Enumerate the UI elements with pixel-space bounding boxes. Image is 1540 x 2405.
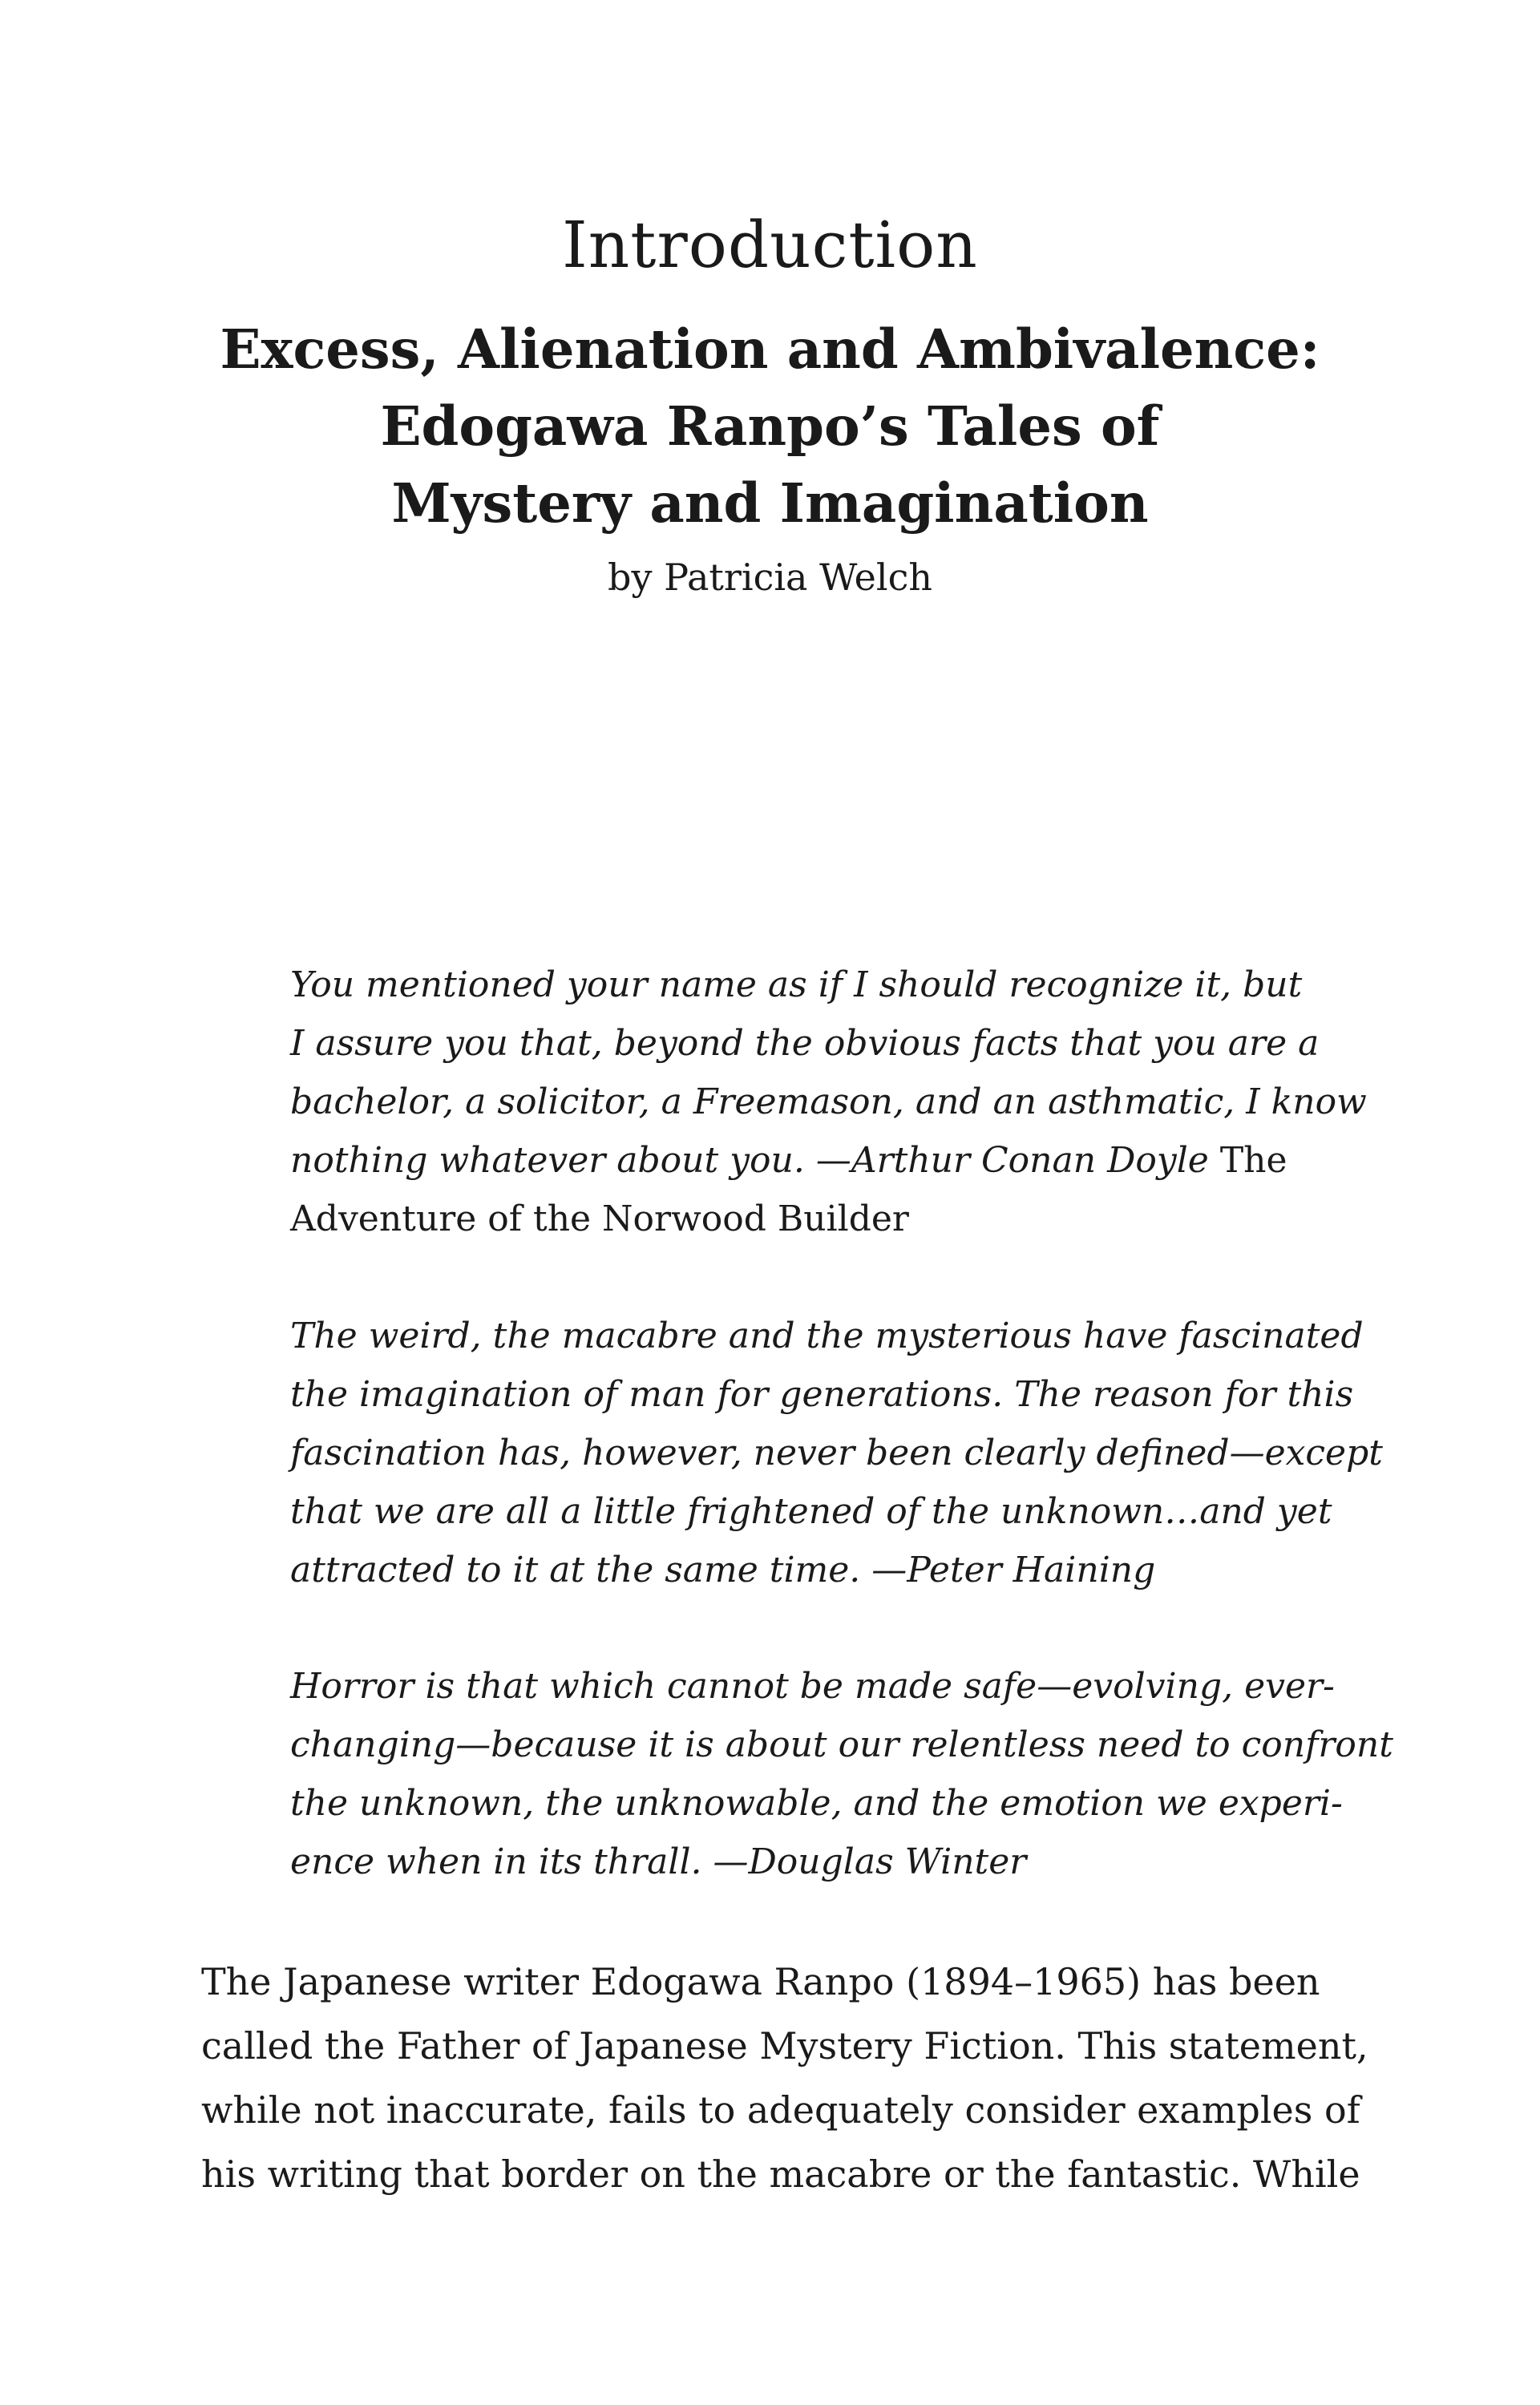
epigraph-source-title: Adventure of the Norwood Builder bbox=[290, 1198, 909, 1239]
chapter-title bbox=[0, 311, 1540, 542]
body-line: while not inaccurate, fails to adequately consider examples of bbox=[201, 2088, 1360, 2132]
epigraph-line: that we are all a little frightened of the unknown…and yet bbox=[290, 1491, 1332, 1532]
title-line: Edogawa Ranpo’s Tales of bbox=[380, 394, 1160, 458]
epigraph-winter bbox=[290, 1657, 1393, 1891]
epigraph-line: the imagination of man for generations. The reason for this bbox=[290, 1374, 1354, 1415]
epigraph-line: fascination has, however, never been clearly defined—except bbox=[290, 1433, 1383, 1473]
chapter-label: Introduction bbox=[562, 208, 978, 282]
epigraph-line: You mentioned your name as if I should recognize it, but bbox=[290, 964, 1303, 1005]
epigraph-haining bbox=[290, 1307, 1383, 1599]
epigraph-attribution: nothing whatever about you. —Arthur Conan Doyle bbox=[290, 1140, 1209, 1181]
body-paragraph bbox=[201, 1950, 1368, 2206]
author-byline: by Patricia Welch bbox=[608, 556, 932, 599]
body-line: The Japanese writer Edogawa Ranpo (1894–1965) has been bbox=[201, 1960, 1320, 2003]
epigraph-line bbox=[290, 1131, 1287, 1190]
epigraph-line: ence when in its thrall. —Douglas Winter bbox=[290, 1841, 1027, 1882]
epigraph-line: Horror is that which cannot be made safe—evolving, ever- bbox=[290, 1666, 1335, 1707]
title-line: Excess, Alienation and Ambivalence: bbox=[220, 317, 1320, 381]
epigraph-line: The weird, the macabre and the mysterious have fascinated bbox=[290, 1316, 1364, 1356]
epigraph-line: I assure you that, beyond the obvious facts that you are a bbox=[290, 1023, 1320, 1064]
epigraph-line: changing—because it is about our relentless need to confront bbox=[290, 1724, 1393, 1765]
body-line: his writing that border on the macabre or the fantastic. While bbox=[201, 2152, 1360, 2196]
epigraph-line: the unknown, the unknowable, and the emotion we experi- bbox=[290, 1783, 1343, 1824]
epigraph-doyle bbox=[290, 956, 1367, 1248]
body-line: called the Father of Japanese Mystery Fiction. This statement, bbox=[201, 2024, 1368, 2067]
epigraph-line: bachelor, a solicitor, a Freemason, and an asthmatic, I know bbox=[290, 1081, 1367, 1122]
epigraph-source-title: The bbox=[1219, 1140, 1287, 1181]
title-line: Mystery and Imagination bbox=[391, 471, 1149, 535]
epigraph-line: attracted to it at the same time. —Peter Haining bbox=[290, 1550, 1156, 1591]
